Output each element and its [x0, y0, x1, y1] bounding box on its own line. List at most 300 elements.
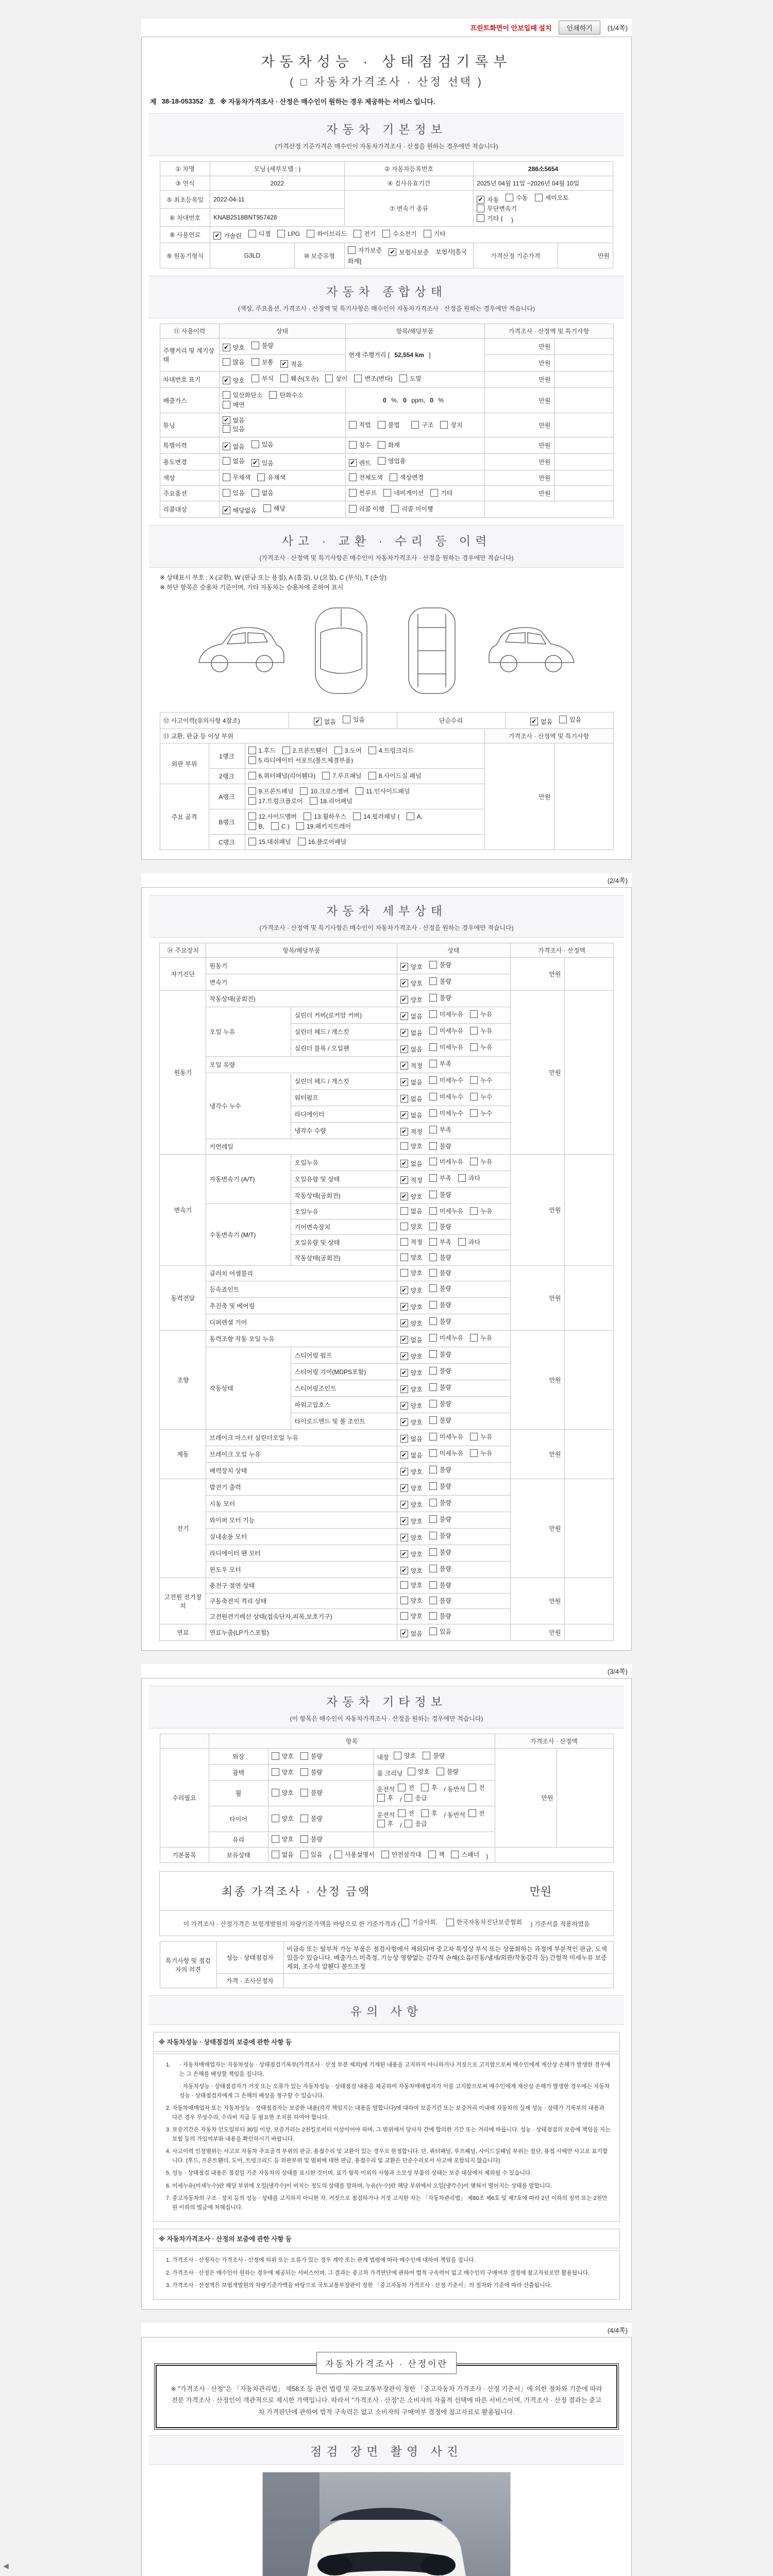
checkbox-option[interactable] [400, 1222, 423, 1231]
checkbox-option[interactable] [400, 1286, 423, 1295]
checkbox-option[interactable] [304, 812, 346, 821]
checkbox[interactable] [407, 812, 414, 820]
checkbox[interactable] [477, 214, 484, 222]
checkbox[interactable] [468, 1784, 476, 1791]
checkbox[interactable] [296, 822, 304, 830]
checkbox-option[interactable] [223, 456, 245, 465]
checkbox-option[interactable] [223, 391, 263, 399]
checkbox-option[interactable] [530, 717, 552, 726]
checkbox[interactable] [429, 1350, 437, 1358]
checkbox[interactable] [398, 1784, 406, 1791]
checkbox[interactable] [349, 459, 357, 467]
checkbox-option[interactable] [223, 376, 245, 385]
checkbox[interactable] [429, 1334, 437, 1342]
checkbox[interactable] [400, 1062, 408, 1070]
checkbox-option[interactable] [334, 746, 362, 755]
checkbox[interactable] [300, 1815, 308, 1822]
checkbox-option[interactable] [429, 1596, 451, 1605]
checkbox-option[interactable] [377, 1793, 394, 1802]
checkbox-option[interactable] [349, 473, 383, 482]
checkbox-option[interactable] [400, 1401, 423, 1410]
checkbox-option[interactable] [354, 374, 392, 383]
checkbox-option[interactable] [296, 822, 351, 831]
checkbox-option[interactable] [400, 979, 423, 988]
install-hint-link[interactable]: 프린트화면이 안보일때 설치 [470, 24, 552, 32]
checkbox-option[interactable] [400, 1159, 423, 1168]
checkbox-option[interactable] [248, 796, 303, 805]
checkbox-option[interactable] [430, 488, 452, 497]
checkbox[interactable] [400, 1142, 408, 1150]
checkbox[interactable] [248, 838, 256, 845]
checkbox-option[interactable] [429, 1366, 451, 1375]
checkbox-option[interactable] [263, 504, 285, 513]
checkbox-option[interactable] [400, 1302, 423, 1311]
checkbox-option[interactable] [300, 787, 349, 795]
checkbox[interactable] [400, 1352, 408, 1360]
checkbox[interactable] [223, 473, 230, 481]
checkbox[interactable] [470, 1027, 478, 1035]
checkbox[interactable] [506, 194, 513, 201]
checkbox[interactable] [400, 1319, 408, 1327]
checkbox[interactable] [429, 1581, 437, 1589]
checkbox-option[interactable] [401, 1917, 438, 1927]
checkbox[interactable] [257, 473, 265, 481]
checkbox[interactable] [272, 1752, 279, 1760]
checkbox[interactable] [429, 1238, 437, 1246]
checkbox[interactable] [348, 246, 356, 254]
checkbox[interactable] [429, 1093, 437, 1100]
checkbox[interactable] [389, 248, 396, 256]
checkbox[interactable] [429, 1532, 437, 1539]
checkbox-option[interactable] [348, 246, 382, 255]
checkbox-option[interactable] [400, 1368, 423, 1377]
checkbox-option[interactable] [405, 1793, 427, 1802]
checkbox[interactable] [429, 1548, 437, 1556]
checkbox-option[interactable] [223, 343, 245, 352]
checkbox-option[interactable] [429, 1416, 451, 1425]
checkbox-option[interactable] [248, 787, 294, 795]
checkbox-option[interactable] [429, 1350, 451, 1359]
checkbox-option[interactable] [322, 771, 361, 780]
checkbox[interactable] [429, 1253, 437, 1261]
checkbox-option[interactable] [223, 473, 251, 482]
checkbox-option[interactable] [248, 837, 291, 846]
checkbox[interactable] [353, 812, 361, 820]
checkbox-option[interactable] [477, 214, 503, 223]
checkbox-option[interactable] [383, 488, 424, 497]
checkbox[interactable] [368, 772, 376, 779]
checkbox-option[interactable] [334, 1850, 375, 1859]
checkbox-option[interactable] [223, 416, 245, 425]
checkbox-option[interactable] [248, 771, 316, 780]
checkbox[interactable] [381, 1851, 389, 1858]
checkbox[interactable] [349, 421, 357, 429]
checkbox[interactable] [314, 718, 322, 725]
checkbox[interactable] [272, 1851, 279, 1858]
checkbox-option[interactable] [400, 1629, 423, 1638]
checkbox[interactable] [356, 787, 363, 795]
checkbox[interactable] [400, 1369, 408, 1377]
checkbox[interactable] [223, 506, 230, 514]
checkbox[interactable] [400, 1385, 408, 1393]
checkbox[interactable] [405, 1820, 412, 1827]
checkbox[interactable] [251, 489, 259, 497]
checkbox[interactable] [368, 747, 376, 754]
checkbox[interactable] [429, 1515, 437, 1523]
checkbox[interactable] [349, 489, 357, 497]
checkbox[interactable] [223, 344, 230, 351]
checkbox[interactable] [400, 1517, 408, 1525]
checkbox[interactable] [400, 1418, 408, 1426]
checkbox[interactable] [400, 1128, 408, 1136]
checkbox[interactable] [282, 747, 290, 754]
checkbox[interactable] [251, 459, 259, 467]
checkbox[interactable] [470, 1207, 478, 1215]
checkbox-option[interactable] [470, 1010, 492, 1019]
checkbox[interactable] [248, 797, 256, 805]
checkbox[interactable] [390, 473, 397, 481]
checkbox-option[interactable] [343, 715, 365, 724]
checkbox-option[interactable] [251, 374, 274, 383]
checkbox-option[interactable] [429, 1432, 463, 1441]
checkbox-option[interactable] [349, 420, 371, 429]
checkbox-option[interactable] [423, 1751, 445, 1760]
checkbox[interactable] [213, 232, 221, 240]
checkbox-option[interactable] [400, 1207, 423, 1215]
checkbox-option[interactable] [429, 1548, 451, 1556]
checkbox[interactable] [423, 1752, 430, 1759]
checkbox-option[interactable] [400, 1434, 423, 1443]
checkbox[interactable] [429, 1010, 437, 1018]
checkbox-option[interactable] [400, 1612, 423, 1620]
checkbox-option[interactable] [429, 1026, 463, 1035]
checkbox-option[interactable] [477, 195, 499, 204]
checkbox-option[interactable] [251, 488, 274, 497]
checkbox-option[interactable] [400, 1045, 423, 1054]
checkbox[interactable] [223, 425, 230, 433]
checkbox[interactable] [429, 1565, 437, 1572]
checkbox-option[interactable] [400, 1192, 423, 1201]
checkbox-option[interactable] [400, 1127, 423, 1136]
checkbox[interactable] [223, 401, 230, 409]
checkbox-option[interactable] [257, 473, 285, 482]
checkbox[interactable] [429, 994, 437, 1002]
checkbox-option[interactable] [400, 1028, 423, 1037]
checkbox[interactable] [429, 1142, 437, 1150]
checkbox[interactable] [383, 489, 391, 497]
checkbox-option[interactable] [282, 746, 328, 755]
checkbox[interactable] [429, 1400, 437, 1408]
checkbox-option[interactable] [400, 1467, 423, 1476]
checkbox[interactable] [470, 1334, 478, 1342]
checkbox[interactable] [400, 1336, 408, 1344]
checkbox-option[interactable] [400, 1078, 423, 1087]
checkbox[interactable] [424, 230, 431, 238]
checkbox-option[interactable] [368, 746, 414, 755]
checkbox[interactable] [429, 1367, 437, 1375]
checkbox-option[interactable] [400, 1238, 423, 1246]
checkbox[interactable] [272, 1835, 279, 1843]
checkbox-option[interactable] [458, 1174, 480, 1182]
checkbox[interactable] [304, 812, 311, 820]
checkbox[interactable] [251, 440, 259, 448]
checkbox-option[interactable] [298, 837, 347, 846]
checkbox-option[interactable] [251, 358, 274, 366]
checkbox[interactable] [400, 1501, 408, 1509]
checkbox-option[interactable] [378, 440, 400, 449]
checkbox-option[interactable] [280, 360, 303, 368]
checkbox[interactable] [429, 1301, 437, 1309]
checkbox-option[interactable] [400, 1418, 423, 1427]
checkbox[interactable] [400, 1176, 408, 1184]
checkbox[interactable] [272, 1768, 279, 1776]
checkbox-option[interactable] [421, 1809, 438, 1818]
checkbox[interactable] [354, 375, 362, 382]
checkbox[interactable] [440, 421, 448, 429]
checkbox-option[interactable] [429, 1174, 451, 1182]
checkbox[interactable] [400, 1193, 408, 1200]
checkbox[interactable] [310, 797, 317, 805]
checkbox[interactable] [429, 961, 437, 969]
checkbox-option[interactable] [354, 229, 376, 238]
checkbox[interactable] [400, 1630, 408, 1637]
checkbox[interactable] [377, 1794, 385, 1802]
checkbox-option[interactable] [377, 1819, 394, 1828]
checkbox-option[interactable] [400, 1268, 423, 1277]
checkbox-option[interactable] [400, 1533, 423, 1542]
checkbox-option[interactable] [429, 1059, 451, 1068]
checkbox-option[interactable] [429, 1222, 451, 1231]
checkbox-option[interactable] [400, 1094, 423, 1103]
checkbox[interactable] [400, 1160, 408, 1167]
checkbox[interactable] [300, 1752, 308, 1760]
checkbox[interactable] [343, 716, 350, 723]
checkbox-option[interactable] [429, 977, 451, 986]
checkbox-option[interactable] [429, 1125, 451, 1134]
checkbox[interactable] [430, 489, 438, 497]
checkbox-option[interactable] [429, 1564, 451, 1573]
checkbox-option[interactable] [223, 506, 257, 515]
checkbox[interactable] [429, 1158, 437, 1165]
checkbox-option[interactable] [272, 1850, 294, 1859]
checkbox-option[interactable] [269, 391, 303, 399]
checkbox-option[interactable] [429, 1142, 451, 1150]
checkbox-option[interactable] [400, 1142, 423, 1150]
checkbox[interactable] [398, 1809, 406, 1817]
checkbox-option[interactable] [535, 193, 569, 202]
checkbox-option[interactable] [300, 1752, 323, 1760]
checkbox[interactable] [400, 1012, 408, 1020]
checkbox[interactable] [251, 358, 259, 366]
checkbox[interactable] [470, 1043, 478, 1051]
checkbox[interactable] [429, 1597, 437, 1604]
checkbox[interactable] [272, 1789, 279, 1797]
checkbox-option[interactable] [400, 1352, 423, 1361]
checkbox-option[interactable] [314, 717, 336, 726]
checkbox[interactable] [400, 1534, 408, 1541]
checkbox[interactable] [446, 1919, 454, 1926]
checkbox-option[interactable] [390, 473, 424, 482]
checkbox-option[interactable] [248, 756, 354, 765]
checkbox-option[interactable] [271, 822, 290, 830]
checkbox-option[interactable] [400, 1385, 423, 1394]
checkbox-option[interactable] [310, 796, 352, 805]
checkbox-option[interactable] [300, 1768, 323, 1776]
checkbox-option[interactable] [325, 374, 347, 383]
checkbox-option[interactable] [446, 1917, 523, 1927]
checkbox[interactable] [400, 1045, 408, 1053]
checkbox-option[interactable] [429, 1515, 451, 1523]
checkbox-option[interactable] [405, 1819, 427, 1828]
checkbox-option[interactable] [400, 1500, 423, 1509]
checkbox-option[interactable] [382, 229, 416, 238]
checkbox-option[interactable] [213, 231, 242, 240]
checkbox-option[interactable] [300, 1850, 323, 1859]
checkbox-option[interactable] [223, 442, 245, 451]
checkbox[interactable] [429, 1269, 437, 1277]
checkbox[interactable] [400, 1451, 408, 1459]
checkbox-option[interactable] [400, 1566, 423, 1575]
checkbox[interactable] [300, 1851, 308, 1858]
checkbox-option[interactable] [398, 1809, 414, 1818]
checkbox[interactable] [400, 1207, 408, 1215]
checkbox[interactable] [322, 772, 330, 779]
checkbox-option[interactable] [400, 1253, 423, 1262]
checkbox-option[interactable] [272, 1835, 294, 1843]
checkbox-option[interactable] [470, 1026, 492, 1035]
checkbox-option[interactable] [407, 812, 423, 820]
checkbox[interactable] [394, 1752, 401, 1759]
checkbox-option[interactable] [429, 1284, 451, 1293]
checkbox-option[interactable] [470, 1076, 492, 1084]
checkbox-option[interactable] [559, 715, 581, 724]
checkbox-option[interactable] [477, 204, 517, 213]
checkbox[interactable] [400, 1078, 408, 1086]
checkbox-option[interactable] [436, 1767, 459, 1776]
checkbox-option[interactable] [506, 193, 528, 202]
checkbox[interactable] [280, 375, 288, 382]
checkbox-option[interactable] [429, 1238, 451, 1246]
checkbox[interactable] [429, 1383, 437, 1391]
checkbox[interactable] [429, 1612, 437, 1620]
checkbox[interactable] [429, 1191, 437, 1198]
checkbox-option[interactable] [248, 746, 276, 755]
checkbox[interactable] [400, 963, 408, 971]
checkbox-option[interactable] [470, 1207, 492, 1215]
checkbox-option[interactable] [248, 229, 271, 238]
checkbox[interactable] [400, 979, 408, 987]
checkbox[interactable] [400, 1111, 408, 1119]
checkbox[interactable] [248, 772, 256, 779]
checkbox[interactable] [277, 230, 285, 238]
checkbox[interactable] [223, 416, 230, 424]
checkbox[interactable] [391, 505, 399, 513]
checkbox-option[interactable] [411, 420, 433, 429]
checkbox-option[interactable] [429, 1157, 463, 1166]
checkbox-option[interactable] [400, 1111, 423, 1120]
checkbox[interactable] [248, 747, 256, 754]
checkbox[interactable] [334, 1851, 342, 1858]
checkbox-option[interactable] [248, 822, 264, 830]
checkbox[interactable] [535, 194, 543, 201]
checkbox-option[interactable] [468, 1809, 485, 1818]
checkbox-option[interactable] [470, 1333, 492, 1342]
checkbox-option[interactable] [248, 812, 297, 821]
checkbox[interactable] [429, 1416, 437, 1424]
checkbox[interactable] [429, 1027, 437, 1035]
checkbox-option[interactable] [429, 1010, 463, 1019]
checkbox[interactable] [248, 812, 256, 820]
checkbox-option[interactable] [349, 459, 371, 467]
checkbox-option[interactable] [400, 1550, 423, 1558]
checkbox-option[interactable] [429, 1531, 451, 1540]
checkbox-option[interactable] [223, 358, 245, 366]
checkbox[interactable] [349, 473, 357, 481]
checkbox[interactable] [470, 1158, 478, 1165]
checkbox[interactable] [378, 441, 385, 449]
checkbox-option[interactable] [400, 1335, 423, 1344]
checkbox[interactable] [269, 391, 277, 399]
checkbox-option[interactable] [440, 420, 462, 429]
checkbox[interactable] [477, 196, 484, 204]
checkbox-option[interactable] [400, 1061, 423, 1070]
checkbox-option[interactable] [451, 1850, 479, 1859]
checkbox[interactable] [272, 1815, 279, 1822]
checkbox[interactable] [421, 1784, 429, 1791]
checkbox-option[interactable] [429, 1383, 451, 1392]
checkbox[interactable] [400, 1402, 408, 1410]
checkbox[interactable] [401, 1919, 409, 1926]
checkbox[interactable] [263, 504, 271, 512]
checkbox[interactable] [530, 718, 538, 725]
checkbox[interactable] [400, 1253, 408, 1261]
checkbox-option[interactable] [349, 440, 371, 449]
checkbox[interactable] [400, 1468, 408, 1476]
checkbox-option[interactable] [429, 1449, 463, 1458]
checkbox-option[interactable] [429, 960, 451, 969]
checkbox-option[interactable] [429, 1333, 463, 1342]
checkbox[interactable] [248, 787, 256, 795]
checkbox-option[interactable] [428, 1850, 445, 1859]
checkbox-option[interactable] [391, 504, 433, 513]
checkbox-option[interactable] [223, 425, 245, 433]
checkbox[interactable] [436, 1768, 444, 1775]
checkbox-option[interactable] [400, 1517, 423, 1526]
checkbox-option[interactable] [300, 1788, 323, 1797]
checkbox-option[interactable] [470, 1109, 492, 1117]
checkbox-option[interactable] [429, 1207, 463, 1215]
checkbox-option[interactable] [400, 962, 423, 971]
checkbox[interactable] [400, 1095, 408, 1103]
checkbox-option[interactable] [272, 1814, 294, 1823]
checkbox[interactable] [429, 977, 437, 985]
checkbox-option[interactable] [458, 1238, 480, 1246]
checkbox[interactable] [400, 1029, 408, 1037]
checkbox[interactable] [429, 1060, 437, 1067]
checkbox[interactable] [429, 1076, 437, 1084]
checkbox-option[interactable] [223, 400, 245, 409]
checkbox-option[interactable] [378, 456, 406, 465]
checkbox-option[interactable] [400, 1319, 423, 1328]
checkbox[interactable] [280, 360, 288, 368]
checkbox-option[interactable] [399, 374, 422, 383]
checkbox[interactable] [251, 375, 259, 382]
checkbox-option[interactable] [429, 1399, 451, 1408]
checkbox[interactable] [429, 1284, 437, 1292]
checkbox[interactable] [298, 838, 306, 845]
checkbox[interactable] [470, 1010, 478, 1018]
checkbox[interactable] [451, 1851, 459, 1858]
